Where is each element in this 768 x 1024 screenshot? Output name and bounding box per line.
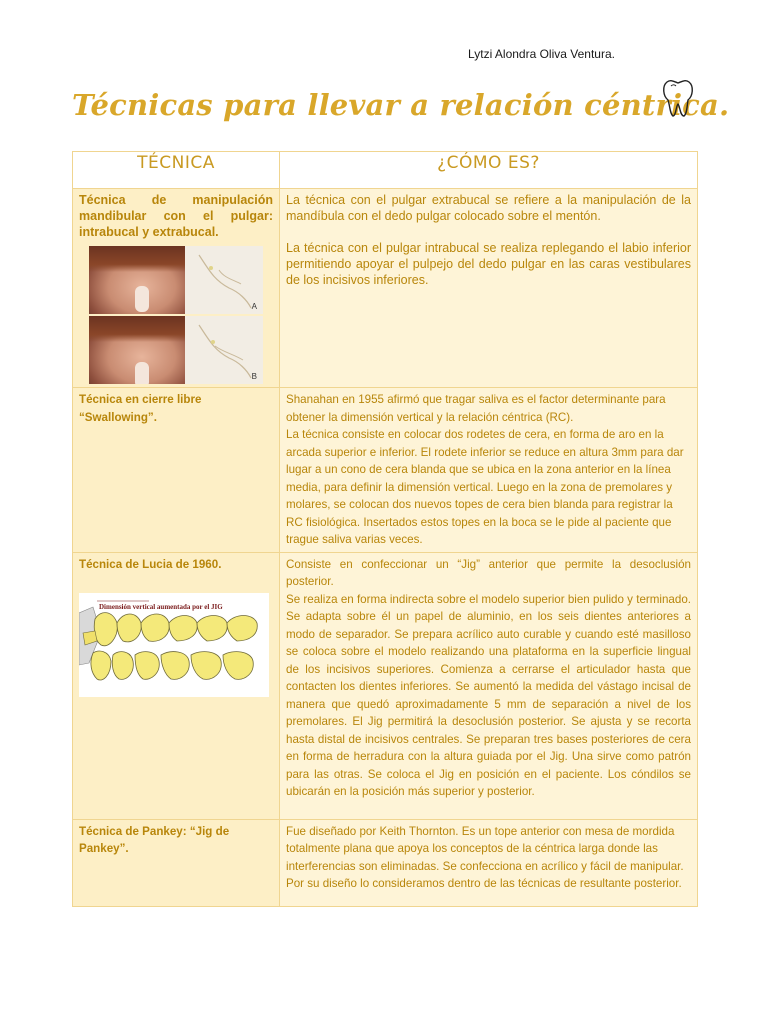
- technique-cell: [73, 819, 280, 906]
- jig-caption: Dimensión vertical aumentada por el JIG: [99, 603, 223, 611]
- description-cell: [280, 388, 698, 553]
- table-header-row: [73, 152, 698, 189]
- technique-name: Técnica de Pankey: “Jig de Pankey”.: [79, 824, 230, 855]
- header-how: ¿CÓMO ES?: [280, 152, 698, 189]
- technique-cell: [73, 552, 280, 819]
- photo-label-a: A: [251, 302, 257, 311]
- tooth-icon: [660, 76, 696, 118]
- table-row: [73, 552, 698, 819]
- description-paragraph: La técnica con el pulgar intrabucal se realiza replegando el labio inferior permitiendo apoyar el pulpejo del dedo pulgar en las caras vestibulares de los incisivos inferiores.: [286, 241, 691, 287]
- jig-illustration: [79, 593, 269, 697]
- technique-name: Técnica en cierre libre “Swallowing”.: [79, 393, 202, 424]
- header-technique: TÉCNICA: [73, 152, 280, 189]
- technique-name: Técnica de Lucia de 1960.: [79, 557, 222, 571]
- table-row: [73, 819, 698, 906]
- techniques-table: [72, 151, 698, 907]
- description-cell: [280, 552, 698, 819]
- description-paragraph: Se realiza en forma indirecta sobre el modelo superior bien pulido y terminado. Se adapta sobre él un papel de aluminio, en los seis dientes anteriores a modo de separador. Se prepara acrílico auto curable y cuando esté masilloso se coloca sobre el modelo realizando una plataforma en la superficie lingual de los incisivos superiores. Comienza a cerrarse el articulador hasta que contacten los dientes inferiores. Se aumentó la medida del vástago incisal de manera que quedó aproximadamente 5 mm de separación a nivel de los premolares. El Jig permitirá la desoclusión posterior. Se ajusta y se recorta hasta distal de incisivos centrales. Se preparan tres bases posteriores de cera en forma de herradura con la altura guiada por el Jig. Una sirve como patrón para las otras. Se coloca el Jig en posición en el paciente. Los cóndilos se ubicarán en la posición más superior y posterior.: [286, 592, 691, 798]
- description-paragraph: Fue diseñado por Keith Thornton. Es un tope anterior con mesa de mordida totalmente plana que apoya los conceptos de la céntrica larga donde las interferencias son eliminadas. Se confecciona en acrílico y fácil de manipular. Por su diseño lo consideramos dentro de las técnicas de resultante posterior.: [286, 824, 684, 890]
- description-cell: [280, 819, 698, 906]
- page-title: Técnicas para llevar a relación céntrica.: [72, 88, 730, 122]
- description-paragraph: La técnica con el pulgar extrabucal se refiere a la manipulación de la mandíbula con el dedo pulgar colocado sobre el mentón.: [286, 193, 691, 223]
- technique-cell: [73, 189, 280, 388]
- description-paragraph: La técnica consiste en colocar dos rodetes de cera, en forma de aro en la arcada superior e inferior. El rodete inferior se reduce en altura 3mm para dar lugar a un cono de cera blanda que se ubica en la zona anterior en la línea media, para definir la dimensión vertical. Luego en la zona de premolares y molares, se colocan dos nuevos topes de cera bien blanda para registrar la RC fisiológica. Insertados estos topes en la boca se le pide al paciente que trague saliva varias veces.: [286, 428, 684, 546]
- photo-label-b: B: [251, 372, 257, 381]
- description-paragraph: Consiste en confeccionar un “Jig” anterior que permite la desoclusión posterior.: [286, 557, 691, 588]
- photo-extrabucal: [89, 246, 263, 314]
- technique-name: Técnica de manipulación mandibular con el pulgar: intrabucal y extrabucal.: [79, 193, 273, 239]
- photo-intrabucal: [89, 316, 263, 384]
- description-paragraph: Shanahan en 1955 afirmó que tragar saliva es el factor determinante para obtener la dimensión vertical y la relación céntrica (RC).: [286, 393, 666, 424]
- table-row: [73, 388, 698, 553]
- description-cell: [280, 189, 698, 388]
- author-name: Lytzi Alondra Oliva Ventura.: [468, 47, 615, 61]
- technique-cell: [73, 388, 280, 553]
- table-row: [73, 189, 698, 388]
- thumb-technique-photos: [89, 246, 263, 384]
